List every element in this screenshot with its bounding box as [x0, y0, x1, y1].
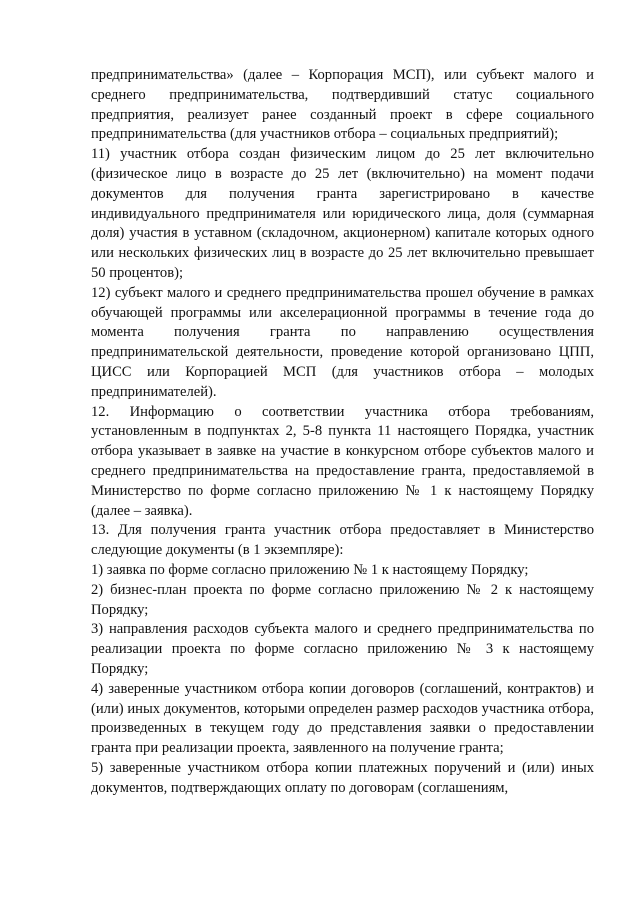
paragraph-section-12: 12. Информацию о соответствии участника отбора требованиям, установленным в подпунктах 2, 5-8 пункта 11 настоящего Порядка, участник отбора указывает в заявке на участие в конкурсном отборе субъектов малого и среднего предпринимательства на предоставление гранта, предоставляемой в Министерство по форме согласно приложению № 1 к настоящему Порядку (далее – заявка). [91, 403, 594, 519]
list-item-4: 4) заверенные участником отбора копии договоров (соглашений, контрактов) и (или) иных документов, которыми определен размер расходов участника отбора, произведенных в текущем году до представления заявки о предоставлении гранта при реализации проекта, заявленного на получение гранта; [91, 680, 594, 757]
paragraph-item-12: 12) субъект малого и среднего предпринимательства прошел обучение в рамках обучающей программы или акселерационной программы в течение года до момента получения гранта по направлению осуществления предпринимательской деятельности, проведение которой организовано ЦПП, ЦИСС или Корпорацией МСП (для участников отбора – молодых предпринимателей). [91, 284, 594, 400]
list-item-2: 2) бизнес-план проекта по форме согласно приложению № 2 к настоящему Порядку; [91, 581, 594, 618]
paragraph-item-10-cont: предпринимательства» (далее – Корпорация МСП), или субъект малого и среднего предпринимательства, подтвердивший статус социального предприятия, реализует ранее созданный проект в сфере социального предпринимательства (для участников отбора – социальных предприятий); [91, 67, 594, 143]
document-page [91, 66, 594, 798]
list-item-1: 1) заявка по форме согласно приложению № 1 к настоящему Порядку; [91, 561, 529, 578]
paragraph-item-11: 11) участник отбора создан физическим лицом до 25 лет включительно (физическое лицо в возрасте до 25 лет (включительно) на момент подачи документов для получения гранта зарегистрировано в качестве индивидуального предпринимателя или юридического лица, доля (суммарная доля) участия в уставном (складочном, акционерном) капитале которых одного или нескольких физических лиц в возрасте до 25 лет включительно превышает 50 процентов); [91, 146, 594, 281]
list-item-5: 5) заверенные участником отбора копии платежных поручений и (или) иных документов, подтверждающих оплату по договорам (соглашениям, [91, 759, 594, 796]
paragraph-section-13: 13. Для получения гранта участник отбора предоставляет в Министерство следующие документы (в 1 экземпляре): [91, 522, 594, 559]
list-item-3: 3) направления расходов субъекта малого и среднего предпринимательства по реализации проекта по форме согласно приложению № 3 к настоящему Порядку; [91, 621, 594, 677]
